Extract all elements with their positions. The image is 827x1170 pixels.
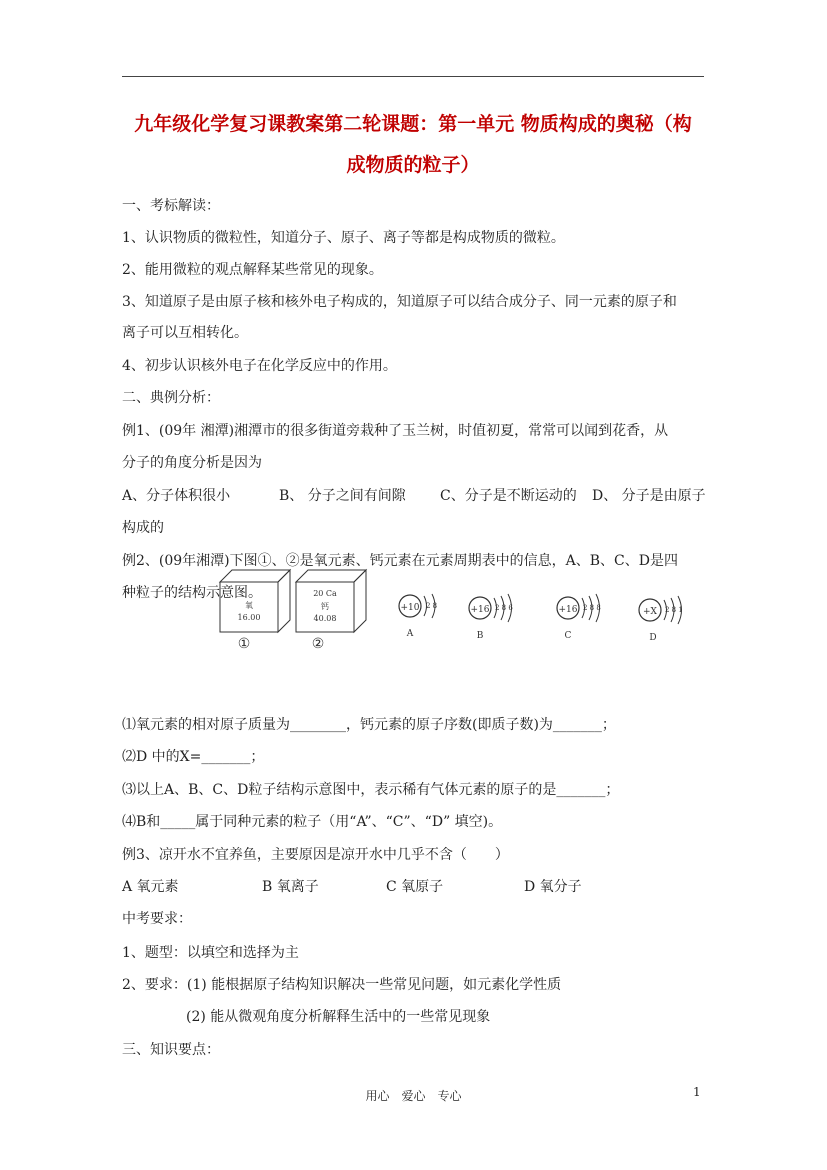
atom-diagram-b — [469, 594, 513, 641]
example3-option-a: A 氧元素 — [122, 879, 179, 895]
example2-question: ⑵D 中的X=_______； — [122, 749, 265, 765]
example3-option-b: B 氧离子 — [262, 879, 319, 895]
atom-d-label: D — [649, 633, 657, 643]
page-number: 1 — [693, 1085, 701, 1099]
section1-item: 离子可以互相转化。 — [122, 325, 248, 341]
atom-c-shells: 2 8 8 — [583, 604, 601, 612]
calcium-table-box — [296, 570, 366, 652]
box2-symbol: 20 Ca — [313, 589, 337, 598]
atom-diagram-c — [557, 594, 601, 641]
atom-b-nucleus: +16 — [470, 605, 490, 615]
requirements-item: 1、题型：以填空和选择为主 — [122, 945, 299, 961]
example1-line: 分子的角度分析是因为 — [122, 455, 262, 471]
atom-c-nucleus: +16 — [558, 605, 578, 615]
atom-a-label: A — [406, 629, 414, 639]
atom-d-nucleus: +X — [643, 607, 657, 617]
atom-c-label: C — [564, 631, 572, 641]
section1-heading: 一、考标解读： — [122, 198, 220, 214]
atom-a-shells: 2 8 — [426, 602, 438, 610]
example1-line: 例1、(09年 湘潭)湘潭市的很多街道旁栽种了玉兰树，时值初夏，常常可以闻到花香，从 — [122, 423, 669, 439]
atom-d-shells: 2 8 1 — [665, 606, 683, 614]
header-rule — [122, 76, 704, 77]
example2-line: 例2、(09年湘潭)下图①、②是氧元素、钙元素在元素周期表中的信息，A、B、C、D是四 — [122, 553, 678, 569]
example2-question: ⑶以上A、B、C、D粒子结构示意图中，表示稀有气体元素的原子的是_______； — [122, 782, 620, 798]
example1-option-c: C、分子是不断运动的 — [440, 488, 577, 504]
title-line-2: 成物质的粒子） — [346, 154, 480, 176]
box1-value: 16.00 — [237, 613, 261, 622]
oxygen-table-box — [220, 570, 290, 652]
atom-diagram-a — [399, 594, 437, 639]
atom-b-shells: 2 8 6 — [495, 604, 513, 612]
requirements-item: (2) 能从微观角度分析解释生活中的一些常见现象 — [186, 1009, 491, 1025]
requirements-item: 2、要求：(1) 能根据原子结构知识解决一些常见问题，如元素化学性质 — [122, 977, 562, 993]
section1-item: 3、知道原子是由原子核和核外电子构成的，知道原子可以结合成分子、同一元素的原子和 — [122, 294, 677, 310]
box2-name: 钙 — [321, 602, 329, 611]
example2-line: 种粒子的结构示意图。 — [122, 585, 262, 601]
example1-option-d: D、 分子是由原子 — [592, 488, 706, 504]
box1-symbol: 氧 — [245, 601, 253, 610]
section1-item: 4、初步认识核外电子在化学反应中的作用。 — [122, 358, 397, 374]
title-line-1: 九年级化学复习课教案第二轮课题：第一单元 物质构成的奥秘（构 — [134, 113, 692, 135]
example2-question: ⑴氧元素的相对原子质量为________，钙元素的原子序数(即质子数)为_______； — [122, 717, 616, 733]
example3-option-c: C 氧原子 — [386, 879, 444, 895]
atom-b-label: B — [476, 631, 484, 641]
page-footer: 用心 爱心 专心 — [365, 1089, 462, 1103]
section2-heading: 二、典例分析： — [122, 390, 220, 406]
example3-option-d: D 氧分子 — [524, 879, 582, 895]
section1-item: 1、认识物质的微粒性，知道分子、原子、离子等都是构成物质的微粒。 — [122, 230, 565, 246]
structure-figure — [210, 560, 710, 660]
example2-question: ⑷B和_____属于同种元素的粒子（用“A”、“C”、“D” 填空)。 — [122, 814, 503, 830]
example3-line: 例3、凉开水不宜养鱼，主要原因是凉开水中几乎不含（ ） — [122, 847, 509, 863]
example1-option-cont: 构成的 — [122, 520, 164, 536]
atom-diagram-d — [639, 596, 683, 643]
box1-caption: ① — [237, 636, 251, 652]
example1-option-a: A、分子体积很小 — [122, 488, 231, 504]
example1-option-b: B、 分子之间有间隙 — [279, 488, 406, 504]
box2-value: 40.08 — [313, 614, 337, 623]
requirements-heading: 中考要求： — [122, 911, 192, 927]
box2-caption: ② — [311, 636, 325, 652]
atom-a-nucleus: +10 — [400, 603, 420, 613]
section1-item: 2、能用微粒的观点解释某些常见的现象。 — [122, 262, 383, 278]
section3-heading: 三、知识要点： — [122, 1042, 220, 1058]
